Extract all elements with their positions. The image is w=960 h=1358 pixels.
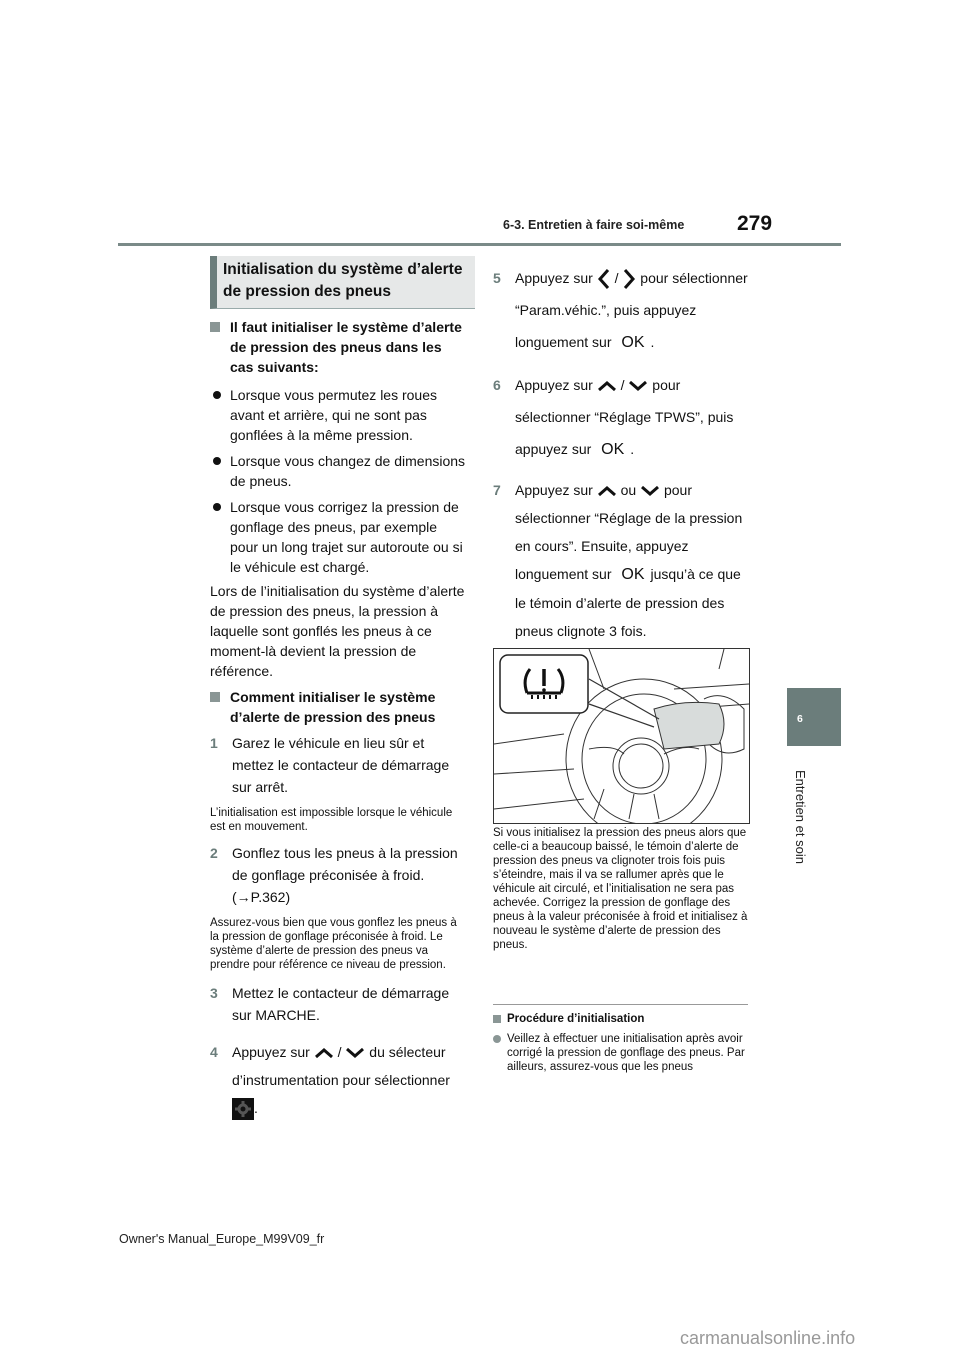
ok-button-icon: OK	[621, 334, 645, 351]
watermark: carmanualsonline.info	[680, 1328, 856, 1348]
chevron-left-icon	[597, 268, 611, 290]
chevron-down-icon	[628, 380, 648, 392]
bullet-item: Lorsque vous changez de dimensions de pneus.	[210, 451, 468, 491]
footer-document-id: Owner's Manual_Europe_M99V09_fr	[119, 1232, 325, 1246]
right-column	[493, 262, 751, 645]
paragraph-reference: Lors de l’initialisation du système d’alerte de pression des pneus, la pression à laquelle sont gonflés les pneus à ce moment-là devient la pression de référence.	[210, 583, 465, 679]
figure-caption: Si vous initialisez la pression des pneus alors que celle-ci a beaucoup baissé, le témoin d’alerte de pression des pneus va clignoter trois fois puis s’éteindre, mais il va se rallumer après que le véhicule ait circulé, et l’initialisation ne sera pas achevée. Corrigez la pression de gonflage des pneus à la valeur préconisée à froid et initialisez à nouveau le système d’alerte de pression des pneus.	[493, 827, 748, 951]
subsection-divider	[493, 1004, 748, 1005]
step-2-note: Assurez-vous bien que vous gonflez les pneus à la pression de gonflage préconisée à froid. Le système d’alerte de pression des pneus va prendre pour référence ce niveau de pression.	[210, 917, 457, 971]
ok-button-icon: OK	[621, 566, 645, 583]
step-7: 7 Appuyez sur ou pour sélectionner “Réglage de la pression en cours”. Ensuite, appuyez longuement sur OK jusqu’à ce que le témoin d’alerte de pression des pneus clignote 3 fois.	[493, 482, 743, 639]
heading-cases: Il faut initialiser le système d’alerte de pression des pneus dans les cas suivants:	[210, 317, 468, 377]
section-header: 6-3. Entretien à faire soi-même	[503, 218, 685, 232]
header-divider	[118, 243, 841, 246]
steering-wheel-drawing	[494, 649, 749, 823]
section-title-box	[210, 256, 475, 309]
chevron-right-icon	[622, 268, 636, 290]
page-reference-link[interactable]: (→P.362)	[232, 889, 291, 905]
chapter-tab[interactable]	[787, 688, 841, 746]
step-1: 1 Garez le véhicule en lieu sûr et mettez le contacteur de démarrage sur arrêt.	[210, 735, 450, 795]
gear-icon	[232, 1098, 254, 1120]
step-2: 2 Gonflez tous les pneus à la pression de gonflage préconisée à froid. (→P.362)	[210, 845, 458, 905]
ok-button-icon: OK	[601, 441, 625, 458]
bullet-item: Lorsque vous corrigez la pression de gonflage des pneus, par exemple pour un long trajet sur autoroute ou si le véhicule est chargé.	[210, 497, 468, 577]
page-number: 279	[737, 212, 773, 235]
step-6: 6 Appuyez sur / pour sélectionner “Réglage TPWS”, puis appuyez sur OK .	[493, 377, 734, 458]
left-column	[210, 317, 468, 1122]
chevron-down-icon	[640, 485, 660, 497]
subsection-bullet: Veillez à effectuer une initialisation après avoir corrigé la pression de gonflage des pneus. Par ailleurs, assurez-vous que les pneus	[493, 1032, 751, 1074]
chapter-number: 6	[797, 713, 803, 725]
section-title: Initialisation du système d’alerte de pression des pneus	[223, 261, 463, 300]
chevron-up-icon	[597, 380, 617, 392]
step-3: 3 Mettez le contacteur de démarrage sur MARCHE.	[210, 985, 450, 1023]
dashboard-illustration	[493, 648, 750, 824]
chapter-label: Entretien et soin	[793, 770, 808, 864]
subsection-heading: Procédure d’initialisation	[493, 1012, 751, 1026]
bullet-item: Lorsque vous permutez les roues avant et arrière, qui ne sont pas gonflées à la même pression.	[210, 385, 468, 445]
step-4: 4 Appuyez sur / du sélecteur d’instrumentation pour sélectionner .	[210, 1038, 468, 1122]
heading-how-to: Comment initialiser le système d’alerte de pression des pneus	[210, 687, 468, 727]
chevron-down-icon	[345, 1047, 365, 1059]
step-5: 5 Appuyez sur / pour sélectionner “Param.véhic.”, puis appuyez longuement sur OK .	[493, 270, 748, 351]
chevron-up-icon	[314, 1047, 334, 1059]
chevron-up-icon	[597, 485, 617, 497]
subsection	[493, 1012, 751, 1074]
step-1-note: L’initialisation est impossible lorsque le véhicule est en mouvement.	[210, 807, 453, 833]
